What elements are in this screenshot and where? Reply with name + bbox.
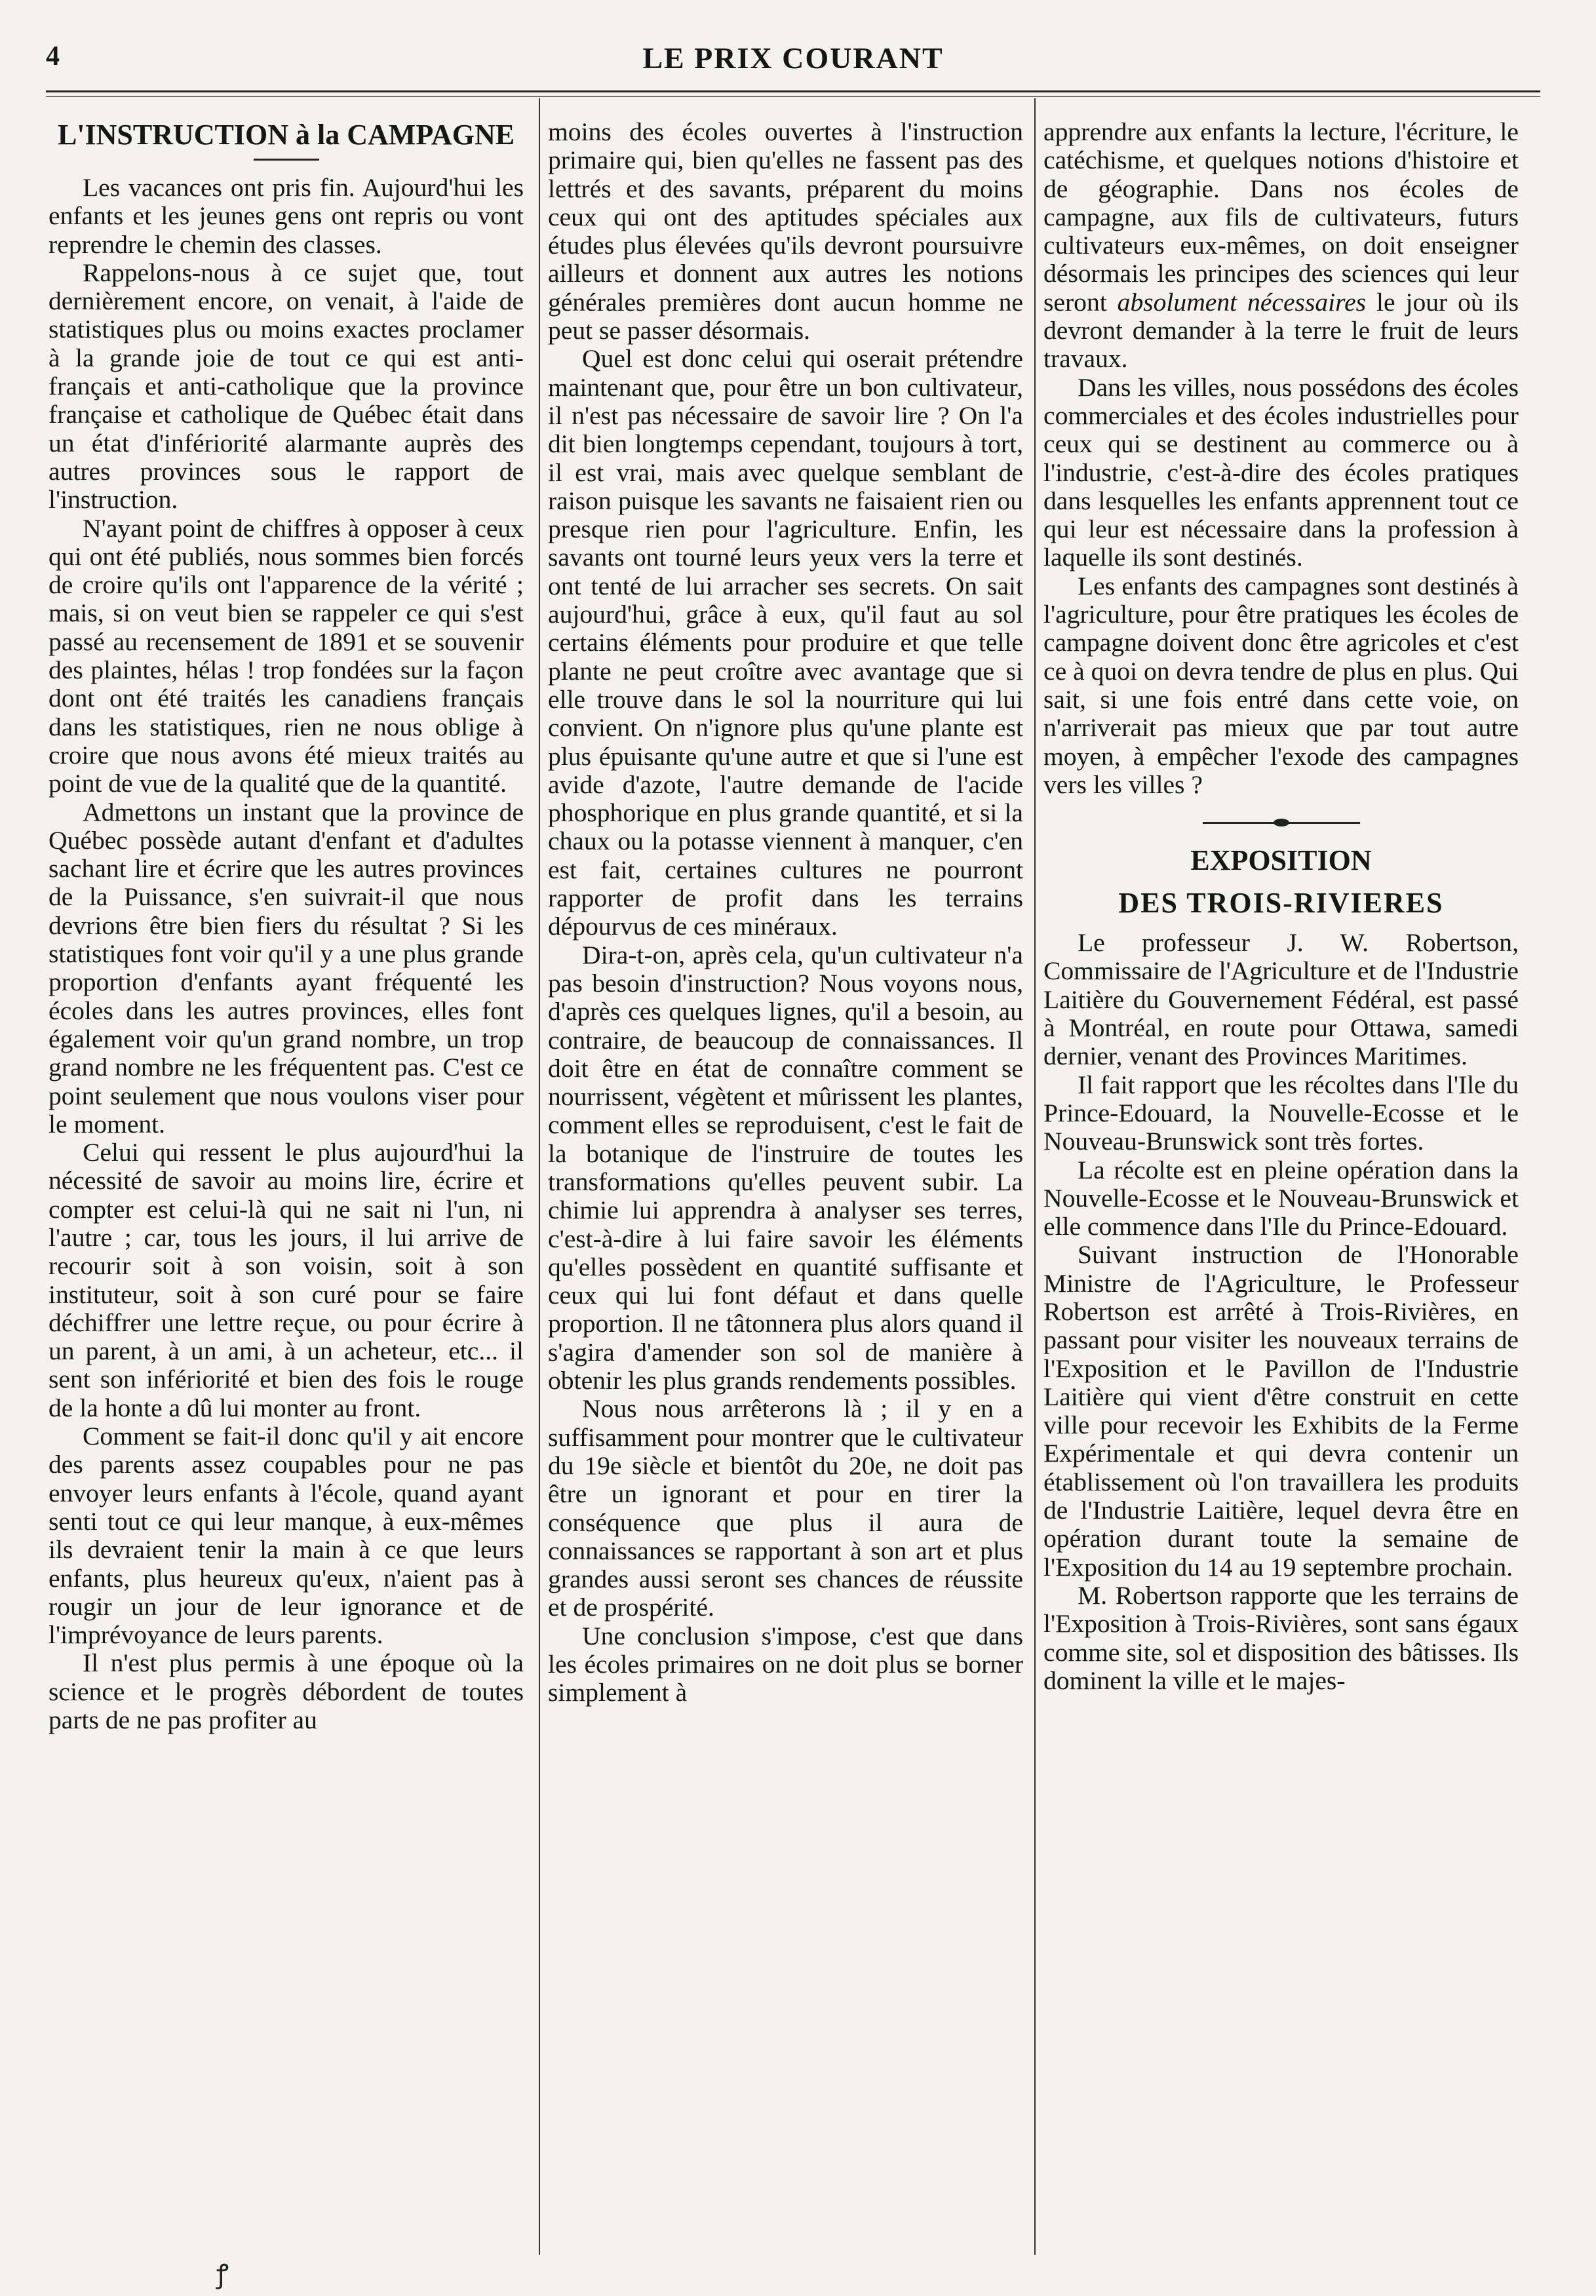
paragraph <box>1043 118 1519 374</box>
paragraph: Le professeur J. W. Robertson, Commissaire de l'Agriculture et de l'Industrie Laitière du Gouvernement Fédéral, est passé à Montréal, en route pour Ottawa, samedi dernier, venant des Provinces Maritimes. <box>1043 928 1519 1071</box>
paragraph: Quel est donc celui qui oserait prétendre maintenant que, pour être un bon cultivateur, il n'est pas nécessaire de savoir lire ? On l'a dit bien longtemps cependant, toujours à tort, il est vrai, mais avec quelque semblant de raison puisque les savants ne faisaient rien ou presque rien pour l'agriculture. Enfin, les savants ont tourné leurs yeux vers la terre et ont tenté de lui arracher ses secrets. On sait aujourd'hui, grâce à eux, qu'il faut au sol certains éléments pour produire et que telle plante ne peut croître avec avantage que si elle trouve dans le sol la nourriture qui lui convient. On n'ignore plus qu'une plante est plus épuisante qu'une autre et que si l'une est avide d'azote, l'autre demande de l'acide phosphorique en plus grande quantité, et si la chaux ou la potasse viennent à manquer, c'en est fait, certaines cultures ne pourront rapporter de profit dans les terrains dépourvus de ces minéraux. <box>548 344 1023 941</box>
column-3 <box>1043 118 1519 2261</box>
article-title: L'INSTRUCTION à la CAMPAGNE <box>57 119 515 151</box>
title-rule <box>254 159 319 161</box>
column-divider <box>1034 98 1036 2255</box>
paragraph: Dans les villes, nous possédons des écoles commerciales et des écoles industrielles pour ceux qui se destinent au commerce ou à l'industrie, c'est-à-dire des écoles pratiques dans lesquelles les enfants apprennent tout ce qui leur est nécessaire dans la profession à laquelle ils sont destinés. <box>1043 372 1519 572</box>
column-1 <box>49 118 524 2261</box>
column-divider <box>539 98 540 2255</box>
ornament-dot <box>1274 819 1289 827</box>
paragraph: Nous nous arrêterons là ; il y en a suffisamment pour montrer que le cultivateur du 19e siècle et bientôt du 20e, ne doit pas être un ignorant et pour en tirer la conséquence que plus il aura de connaissances se rapportant à son art et plus grandes aussi seront ses chances de réussite et de prospérité. <box>548 1394 1023 1622</box>
column-2 <box>548 118 1023 2261</box>
paragraph: Les enfants des campagnes sont destinés à l'agriculture, pour être pratiques les écoles de campagne doivent donc être agricoles et c'est ce à quoi on devra tendre de plus en plus. Qui sait, si une fois entré dans cette voie, on n'arriverait pas mieux que par tout autre moyen, à empêcher l'exode des campagnes vers les villes ? <box>1043 571 1519 799</box>
paragraph: M. Robertson rapporte que les terrains de l'Exposition à Trois-Rivières, sont sans égaux comme site, sol et disposition des bâtisses. Ils dominent la ville et le majes- <box>1043 1580 1519 1695</box>
paragraph: Admettons un instant que la province de Québec possède autant d'enfant et d'adultes sachant lire et écrire que les autres provinces de la Puissance, s'en suivrait-il que nous devrions être bien fiers du résultat ? Si les statistiques font voir qu'il y a une plus grande proportion d'enfants ayant fréquenté les écoles dans les autres provinces, elles font également voir qu'un grand nombre, un trop grand nombre ne les fréquentent pas. C'est ce point seulement que nous voulons viser pour le moment. <box>49 797 524 1138</box>
paragraph: Il fait rapport que les récoltes dans l'Ile du Prince-Edouard, la Nouvelle-Ecosse et le Nouveau-Brunswick sont très fortes. <box>1043 1070 1519 1156</box>
paragraph-text: le jour où ils devront demander à la terre le fruit de leurs travaux. <box>1043 287 1519 374</box>
paragraph: Dira-t-on, après cela, qu'un cultivateur n'a pas besoin d'instruction? Nous voyons nous, d'après ces quelques lignes, qu'il a besoin, au contraire, de beaucoup de connaissances. Il doit être en état de connaître comment se nourrissent, végètent et mûrissent les plantes, comment elles se reproduisent, c'est le fait de la botanique de l'instruire de toutes les transformations qu'elles peuvent subir. La chimie lui apprendra à analyser ses terres, c'est-à-dire à lui faire savoir les éléments qu'elles possèdent en quantité suffisante et ceux qui lui font défaut et dans quelle proportion. Il ne tâtonnera plus alors quand il s'agira d'amender son sol de manière à obtenir les plus grands rendements possibles. <box>548 940 1023 1395</box>
paragraph: N'ayant point de chiffres à opposer à ceux qui ont été publiés, nous sommes bien forcés de croire qu'ils ont l'apparence de la vérité ; mais, si on veut bien se rappeler ce qui s'est passé au recensement de 1891 et se souvenir des plaintes, hélas ! trop fondées sur la façon dont ont été traités les canadiens français dans les statistiques, rien ne nous oblige à croire que nous avons été mieux traités au point de vue de la qualité que de la quantité. <box>49 513 524 798</box>
paragraph-text: apprendre aux enfants la lecture, l'écriture, le catéchisme, et quelques notions d'histoire et de géographie. Dans nos écoles de campagne, aux fils de cultivateurs, futurs cultivateurs eux-mêmes, on doit enseigner désormais les principes des sciences qui leur seront <box>1043 118 1519 317</box>
paragraph: Comment se fait-il donc qu'il y ait encore des parents assez coupables pour ne pas envoyer leurs enfants à l'école, quand ayant senti tout ce qui leur manque, à eux-mêmes ils devraient tenir la main à ce que leurs enfants, plus heureux qu'eux, n'aient pas à rougir un jour de leur ignorance et de l'imprévoyance de leurs parents. <box>49 1422 524 1650</box>
section-ornament <box>1203 819 1360 827</box>
page-number: 4 <box>46 41 60 71</box>
journal-title: LE PRIX COURANT <box>642 41 944 75</box>
print-smudge: ꝭ <box>216 2259 229 2289</box>
paragraph: moins des écoles ouvertes à l'instruction primaire qui, bien qu'elles ne fassent pas des lettrés et des savants, préparent du moins ceux qui ont des aptitudes spéciales aux études plus élevées qu'ils devront poursuivre ailleurs et donnent aux autres les notions générales premières dont aucun homme ne peut se passer désormais. <box>548 118 1023 345</box>
article-title-line1: EXPOSITION <box>1190 844 1372 877</box>
paragraph: La récolte est en pleine opération dans la Nouvelle-Ecosse et le Nouveau-Brunswick et elle commence dans l'Ile du Prince-Edouard. <box>1043 1155 1519 1241</box>
paragraph: Une conclusion s'impose, c'est que dans les écoles primaires on ne doit plus se borner simplement à <box>548 1621 1023 1707</box>
page-header <box>46 41 1540 87</box>
paragraph: Les vacances ont pris fin. Aujourd'hui les enfants et les jeunes gens ont repris ou vont reprendre le chemin des classes. <box>49 173 524 259</box>
header-rule <box>46 90 1540 92</box>
paragraph: Suivant instruction de l'Honorable Ministre de l'Agriculture, le Professeur Robertson est arrêté à Trois-Rivières, en passant pour visiter les nouveaux terrains de l'Exposition et le Pavillon de l'Industrie Laitière qui vient d'être construit en cette ville pour recevoir les Exhibits de la Ferme Expérimentale et qui devra contenir un établissement où l'on travaillera les produits de l'Industrie Laitière, lequel devra être en opération durant toute la semaine de l'Exposition du 14 au 19 septembre prochain. <box>1043 1240 1519 1582</box>
header-rule-thin <box>46 96 1540 97</box>
paragraph: Il n'est plus permis à une époque où la science et le progrès débordent de toutes parts de ne pas profiter au <box>49 1648 524 1735</box>
emphasis-text: absolument nécessaires <box>1117 287 1367 317</box>
paragraph: Rappelons-nous à ce sujet que, tout dernièrement encore, on venait, à l'aide de statistiques plus ou moins exactes proclamer à la grande joie de tout ce qui est anti-français et anti-catholique que la province française et catholique de Québec était dans un état d'infériorité alarmante auprès des autres provinces sous le rapport de l'instruction. <box>49 258 524 515</box>
article-title-line2: DES TROIS-RIVIERES <box>1118 887 1444 920</box>
paragraph: Celui qui ressent le plus aujourd'hui la nécessité de savoir au moins lire, écrire et compter est celui-là qui ne sait ni l'un, ni l'autre ; car, tous les jours, il lui arrive de recourir soit à son voisin, soit à son instituteur, soit à son curé pour se faire déchiffrer une lettre reçue, ou pour écrire à un parent, à un ami, à un acheteur, etc... il sent son infériorité et bien des fois le rouge de la honte a dû lui monter au front. <box>49 1138 524 1422</box>
